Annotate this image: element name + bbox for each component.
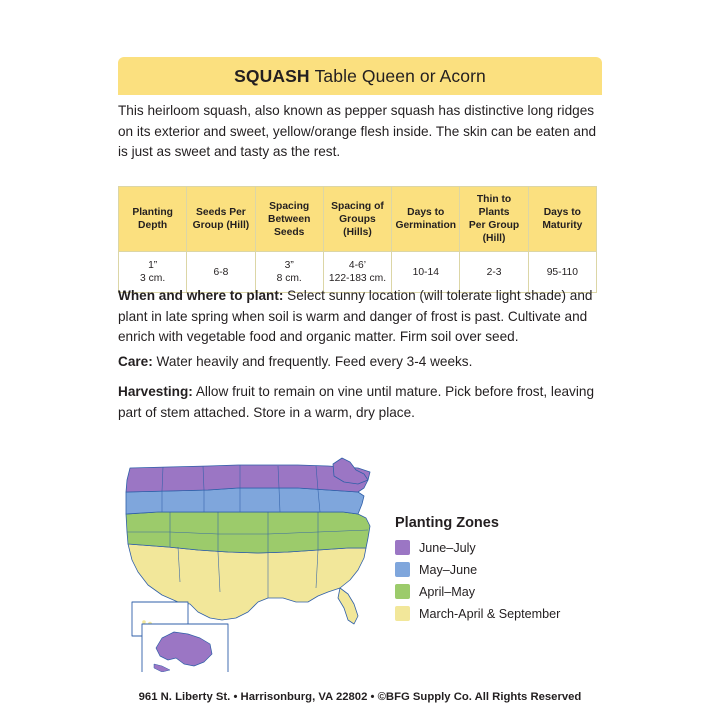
map-legend xyxy=(395,515,605,628)
legend-item-label: April–May xyxy=(419,584,475,599)
legend-title: Planting Zones xyxy=(395,515,499,531)
zone-green-mid xyxy=(126,512,370,553)
section-lead: Care: xyxy=(118,354,153,369)
table-header-row xyxy=(119,187,597,252)
section-harvesting xyxy=(118,382,605,423)
header-banner xyxy=(118,57,602,95)
legend-item-label: June–July xyxy=(419,540,476,555)
legend-swatch-icon xyxy=(395,562,410,577)
legend-swatch-icon xyxy=(395,540,410,555)
col-header-planting-depth: Planting Depth xyxy=(119,187,187,252)
cell-seeds-per-group: 6-8 xyxy=(187,252,255,293)
footer-copyright: 961 N. Liberty St. • Harrisonburg, VA 22802 • ©BFG Supply Co. All Rights Reserved xyxy=(138,691,582,703)
cell-planting-depth: 1” 3 cm. xyxy=(119,252,187,293)
section-care xyxy=(118,352,605,373)
cell-days-to-germination: 10-14 xyxy=(392,252,460,293)
section-body: Water heavily and frequently. Feed every 3-4 weeks. xyxy=(152,354,473,369)
legend-item-label: May–June xyxy=(419,562,478,577)
page-title xyxy=(234,66,486,87)
legend-swatch-icon xyxy=(395,606,410,621)
planting-zone-map-area xyxy=(118,452,605,672)
section-body: Allow fruit to remain on vine until mature. Pick before frost, leaving part of stem attached. Store in a warm, dry place. xyxy=(118,384,594,420)
cell-thin-to-plants: 2-3 xyxy=(460,252,528,293)
cell-days-to-maturity: 95-110 xyxy=(528,252,596,293)
legend-item-april-may xyxy=(395,584,605,599)
legend-item-june-july xyxy=(395,540,605,555)
section-body: Select sunny location (will tolerate light shade) and plant in late spring when soil is warm and danger of frost is past. Cultivate and enrich with vegetable food and organic matter. Firm soil over seed. xyxy=(118,288,593,344)
col-header-seeds-per-group: Seeds Per Group (Hill) xyxy=(187,187,255,252)
col-header-thin-to-plants: Thin to Plants Per Group (Hill) xyxy=(460,187,528,252)
zone-yellow-florida xyxy=(338,588,358,624)
legend-item-label: March-April & September xyxy=(419,606,561,621)
col-header-spacing-of-groups: Spacing of Groups (Hills) xyxy=(323,187,391,252)
cell-spacing-between-seeds: 3” 8 cm. xyxy=(255,252,323,293)
intro-paragraph: This heirloom squash, also known as pepper squash has distinctive long ridges on its exterior and sweet, yellow/orange flesh inside. The skin can be eaten and is just as sweet and tasty as the rest. xyxy=(118,103,597,159)
variety-name: Table Queen or Acorn xyxy=(314,65,486,86)
col-header-spacing-between-seeds: Spacing Between Seeds xyxy=(255,187,323,252)
legend-item-may-june xyxy=(395,562,605,577)
col-header-days-to-germination: Days to Germination xyxy=(392,187,460,252)
legend-swatch-icon xyxy=(395,584,410,599)
section-when-and-where-to-plant xyxy=(118,286,605,348)
legend-item-march-april-september xyxy=(395,606,605,621)
col-header-days-to-maturity: Days to Maturity xyxy=(528,187,596,252)
cell-spacing-of-groups: 4-6’ 122-183 cm. xyxy=(323,252,391,293)
crop-name: SQUASH xyxy=(234,65,310,86)
section-lead: Harvesting: xyxy=(118,384,193,399)
us-planting-zone-map xyxy=(118,452,388,672)
planting-spec-table xyxy=(118,186,597,293)
section-lead: When and where to plant: xyxy=(118,288,284,303)
zone-blue-mid xyxy=(126,488,364,514)
